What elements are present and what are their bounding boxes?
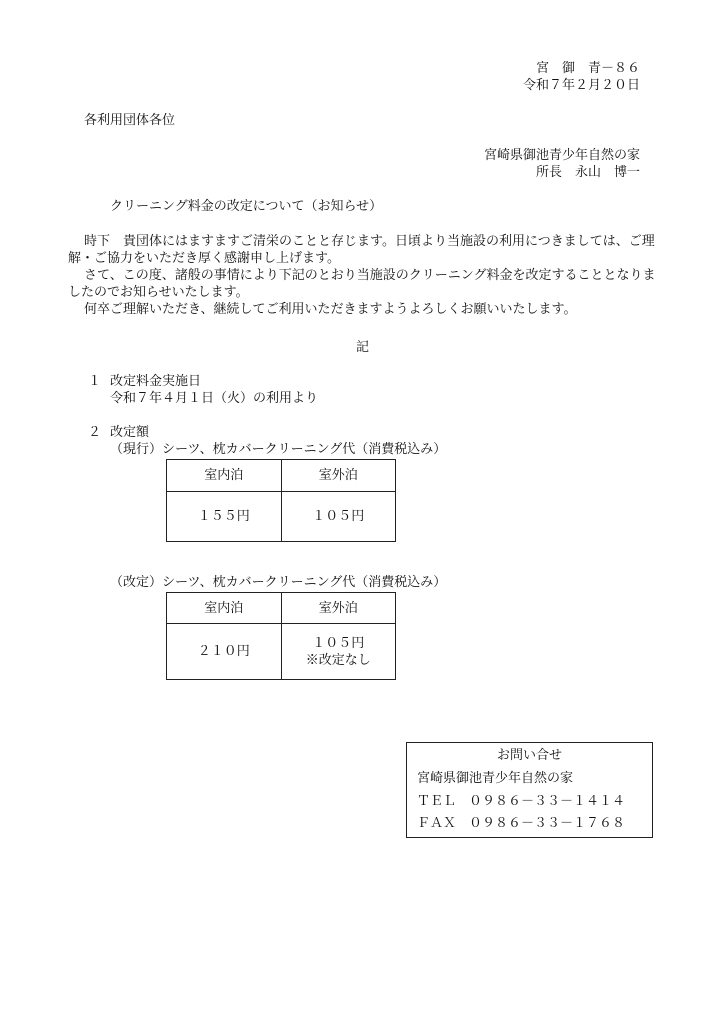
contact-tel: ＴＥＬ ０９８６－３３－１４１４ xyxy=(417,794,626,809)
sender-title-name: 所長 永山 博一 xyxy=(535,165,640,180)
column-header-outdoor: 室外泊 xyxy=(281,460,396,492)
current-fee-table xyxy=(166,459,396,542)
body-paragraph-3: 何卒ご理解いただき、継続してご利用いただきますようよろしくお願いいたします。 xyxy=(84,302,577,317)
indoor-fee-cell: ２１０円 xyxy=(167,624,282,680)
body-paragraph-1: 時下 貴団体にはますますご清栄のことと存じます。日頃より当施設の利用につきましては、ご理解・ご協力をいただき厚く感謝申し上げます。 xyxy=(68,234,655,266)
contact-fax: ＦＡＸ ０９８６－３３－１７６８ xyxy=(417,816,626,831)
section1-detail: 令和７年４月１日（火）の利用より xyxy=(110,391,319,406)
addressee: 各利用団体各位 xyxy=(84,113,176,128)
table-header-row xyxy=(167,460,396,492)
contact-heading: お問い合せ xyxy=(496,748,562,763)
ki-heading: 記 xyxy=(356,340,370,355)
sender-organization: 宮崎県御池青少年自然の家 xyxy=(483,148,640,163)
table-row xyxy=(167,492,396,542)
contact-box xyxy=(406,742,653,838)
revised-fee-table xyxy=(166,592,396,680)
document-number: 宮 御 青－８６ xyxy=(535,61,640,76)
outdoor-fee-cell xyxy=(281,624,396,680)
revised-fee-caption: （改定）シーツ、枕カバークリーニング代（消費税込み） xyxy=(110,575,447,590)
subject-title: クリーニング料金の改定について（お知らせ） xyxy=(110,199,383,214)
column-header-indoor: 室内泊 xyxy=(167,593,282,624)
column-header-indoor: 室内泊 xyxy=(167,460,282,492)
outdoor-fee-cell: １０５円 xyxy=(281,492,396,542)
table-header-row xyxy=(167,593,396,624)
outdoor-fee-value: １０５円 xyxy=(312,635,365,651)
section1-heading: 改定料金実施日 xyxy=(110,374,202,389)
current-fee-caption: （現行）シーツ、枕カバークリーニング代（消費税込み） xyxy=(110,442,447,457)
section2-number: ２ xyxy=(88,425,102,440)
body-paragraph-2: さて、この度、諸般の事情により下記のとおり当施設のクリーニング料金を改定することとなりましたのでお知らせいたします。 xyxy=(68,268,656,300)
contact-organization: 宮崎県御池青少年自然の家 xyxy=(417,771,574,786)
table-row xyxy=(167,624,396,680)
section1-number: １ xyxy=(88,374,102,389)
outdoor-fee-note: ※改定なし xyxy=(305,652,371,668)
column-header-outdoor: 室外泊 xyxy=(281,593,396,624)
section2-heading: 改定額 xyxy=(110,425,150,440)
issue-date: 令和７年２月２０日 xyxy=(522,78,640,93)
indoor-fee-cell: １５５円 xyxy=(167,492,282,542)
